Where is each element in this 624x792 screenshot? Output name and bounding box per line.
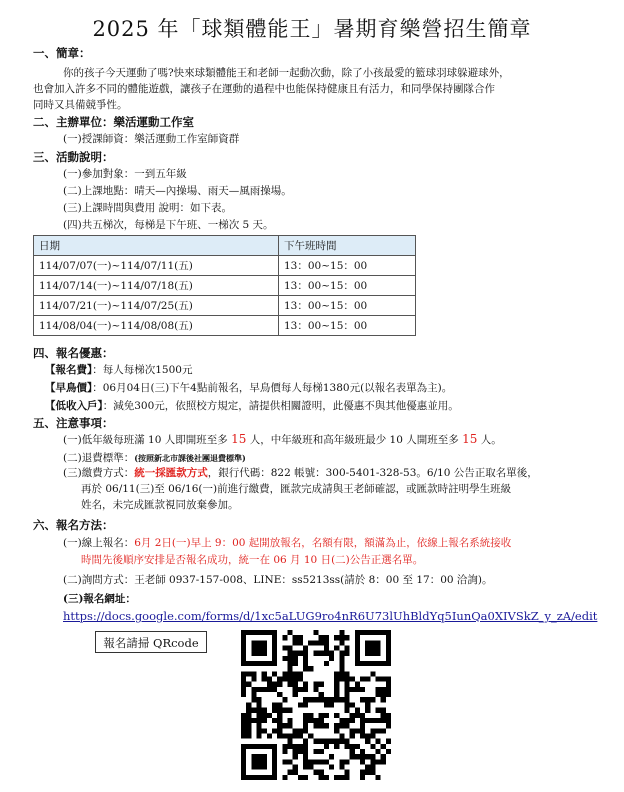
table-row [34, 296, 416, 316]
early-bird-line [45, 380, 452, 395]
section5-heading: 五、注意事項： [33, 416, 114, 430]
qr-label: 報名請掃 QRcode [95, 631, 207, 653]
fee-label: 【報名費】 [45, 364, 93, 376]
time-cell: 13：00~15：00 [279, 296, 416, 316]
refund-line: (二)退費標準：(按照新北市課後社團退費標準) [63, 452, 246, 464]
section4-heading: 四、報名優惠： [33, 346, 114, 360]
table-row [34, 316, 416, 336]
intro-line-3: 同時又具備競爭性。 [33, 99, 128, 111]
intro-line-1: 你的孩子今天運動了嗎?快來球類體能王和老師一起動次動，除了小孩最愛的籃球羽球躲避球外， [63, 67, 510, 79]
time-cell: 13：00~15：00 [279, 256, 416, 276]
section1-heading: 一、簡章： [33, 46, 91, 60]
page-title: 2025 年「球類體能王」暑期育樂營招生簡章 [92, 17, 532, 41]
qr-code[interactable] [241, 630, 391, 780]
date-cell: 114/07/21(一)~114/07/25(五) [34, 296, 279, 316]
online-signup-line-1: (一)線上報名：6月 2日(一)早上 9：00 起開放報名，名額有限，額滿為止，依線上報名系統接收 [63, 537, 512, 549]
time-cell: 13：00~15：00 [279, 316, 416, 336]
fee-text: ：每人每梯次1500元 [92, 364, 193, 376]
header-time: 下午班時間 [279, 236, 416, 256]
sessions-line: (四)共五梯次，每梯是下午班、一梯次 5 天。 [63, 219, 274, 231]
online-signup-line-2: 時間先後順序安排是否報名成功，統一在 06 月 10 日(二)公告正選名單。 [81, 554, 424, 566]
fee-line [45, 362, 192, 377]
table-row [34, 276, 416, 296]
intro-line-2: 也會加入許多不同的體能遊戲，讓孩子在運動的過程中也能保持健康且有活力，和同學保持團隊合作 [33, 83, 495, 95]
table-header-row [34, 236, 416, 256]
payment-line-3: 姓名，未完成匯款視同放棄參加。 [81, 499, 239, 511]
table-row [34, 256, 416, 276]
inquiry-line: (二)詢問方式：王老師 0937-157-008、LINE：ss5213ss(請於 8：00 至 17：00 洽詢)。 [63, 574, 493, 586]
payment-line-1: (三)繳費方式：統一採匯款方式，銀行代碼：822 帳號：300-5401-328-53。6/10 公告正取名單後， [63, 467, 538, 479]
time-fee-line: (三)上課時間與費用 說明：如下表。 [63, 202, 233, 214]
low-income-line [45, 398, 459, 413]
signup-url-link[interactable]: https://docs.google.com/forms/d/1xc5aLUG9ro4nR6U73lUhBldYq5IunQa0XIVSkZ_y_zA/edit [63, 609, 598, 623]
date-cell: 114/07/07(一)~114/07/11(五) [34, 256, 279, 276]
class-size-line: (一)低年級每班滿 10 人即開班至多 15 人，中年級班和高年級班最少 10 人開班至多 15 人。 [63, 432, 502, 446]
date-cell: 114/08/04(一)~114/08/08(五) [34, 316, 279, 336]
section3-heading: 三、活動說明： [33, 150, 114, 164]
early-text: ：06月04日(三)下午4點前報名，早鳥價每人每梯1380元(以報名表單為主)。 [92, 382, 453, 394]
instructor-line: (一)授課師資：樂活運動工作室師資群 [63, 133, 240, 145]
date-cell: 114/07/14(一)~114/07/18(五) [34, 276, 279, 296]
signup-url-label: (三)報名網址： [63, 593, 136, 605]
section2-heading: 二、主辦單位：樂活運動工作室 [33, 115, 194, 129]
low-income-text: ：減免300元，依照校方規定，請提供相關證明，此優惠不與其他優惠並用。 [102, 400, 459, 412]
time-cell: 13：00~15：00 [279, 276, 416, 296]
header-date: 日期 [34, 236, 279, 256]
location-line: (二)上課地點：晴天—內操場、雨天—風雨操場。 [63, 185, 292, 197]
schedule-table [33, 235, 416, 336]
early-label: 【早鳥價】 [45, 382, 93, 394]
section6-heading: 六、報名方法： [33, 518, 114, 532]
low-income-label: 【低收入戶】 [45, 400, 103, 412]
payment-line-2: 再於 06/11(三)至 06/16(一)前進行繳費，匯款完成請與王老師確認，或匯款時註明學生班級 [81, 483, 512, 495]
participants-line: (一)參加對象：一到五年級 [63, 168, 187, 180]
